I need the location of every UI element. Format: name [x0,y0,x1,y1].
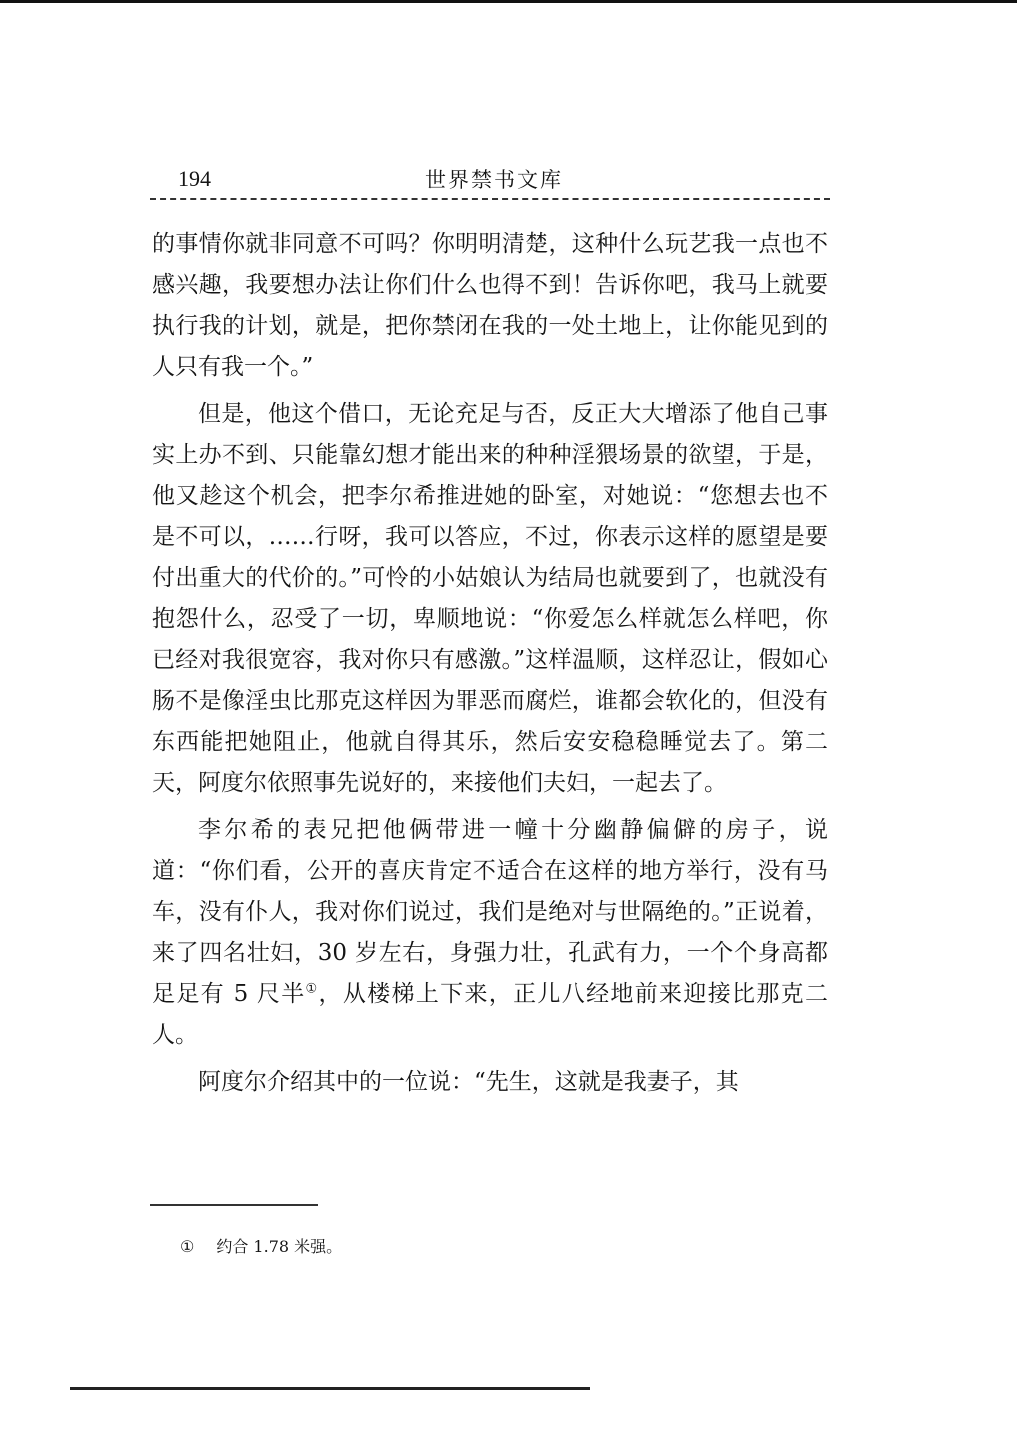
bottom-scan-rule [70,1387,590,1390]
paragraph-3-text-before: 李尔希的表兄把他俩带进一幢十分幽静偏僻的房子，说道：“你们看，公开的喜庆肯定不适合在这样的地方举行，没有马车，没有仆人，我对你们说过，我们是绝对与世隔绝的。”正说着，来了四名壮妇，30 岁左右，身强力壮，孔武有力，一个个身高都足足有 5 尺半 [152,817,828,1007]
paragraph-3 [152,810,828,1056]
body-text [152,224,828,1109]
footnote [180,1234,342,1257]
page-header [150,160,830,200]
paragraph-4: 阿度尔介绍其中的一位说：“先生，这就是我妻子，其 [198,1069,739,1095]
footnote-text: 约合 1.78 米强。 [216,1237,343,1256]
footnote-divider [150,1204,318,1206]
paragraph-1: 的事情你就非同意不可吗？你明明清楚，这种什么玩艺我一点也不感兴趣，我要想办法让你们什么也得不到！告诉你吧，我马上就要执行我的计划，就是，把你禁闭在我的一处土地上，让你能见到的人只有我一个。” [152,231,828,380]
top-border-rule [0,0,1017,3]
paragraph-2: 但是，他这个借口，无论充足与否，反正大大增添了他自己事实上办不到、只能靠幻想才能出来的种种淫猥场景的欲望，于是，他又趁这个机会，把李尔希推进她的卧室，对她说：“您想去也不是不可以，……行呀，我可以答应，不过，你表示这样的愿望是要付出重大的代价的。”可怜的小姑娘认为结局也就要到了，也就没有抱怨什么，忍受了一切，卑顺地说：“你爱怎么样就怎么样吧，你已经对我很宽容，我对你只有感激。”这样温顺，这样忍让，假如心肠不是像淫虫比那克这样因为罪恶而腐烂，谁都会软化的，但没有东西能把她阻止，他就自得其乐，然后安安稳稳睡觉去了。第二天，阿度尔依照事先说好的，来接他们夫妇，一起去了。 [152,401,828,796]
footnote-marker: ① [180,1237,195,1256]
header-divider [150,198,830,200]
running-title: 世界禁书文库 [425,168,563,192]
footnote-reference[interactable]: ① [305,981,319,997]
paragraph-3-text-after: ，从楼梯上下来，正儿八经地前来迎接比那克二人。 [152,981,828,1048]
page-number: 194 [178,166,211,191]
